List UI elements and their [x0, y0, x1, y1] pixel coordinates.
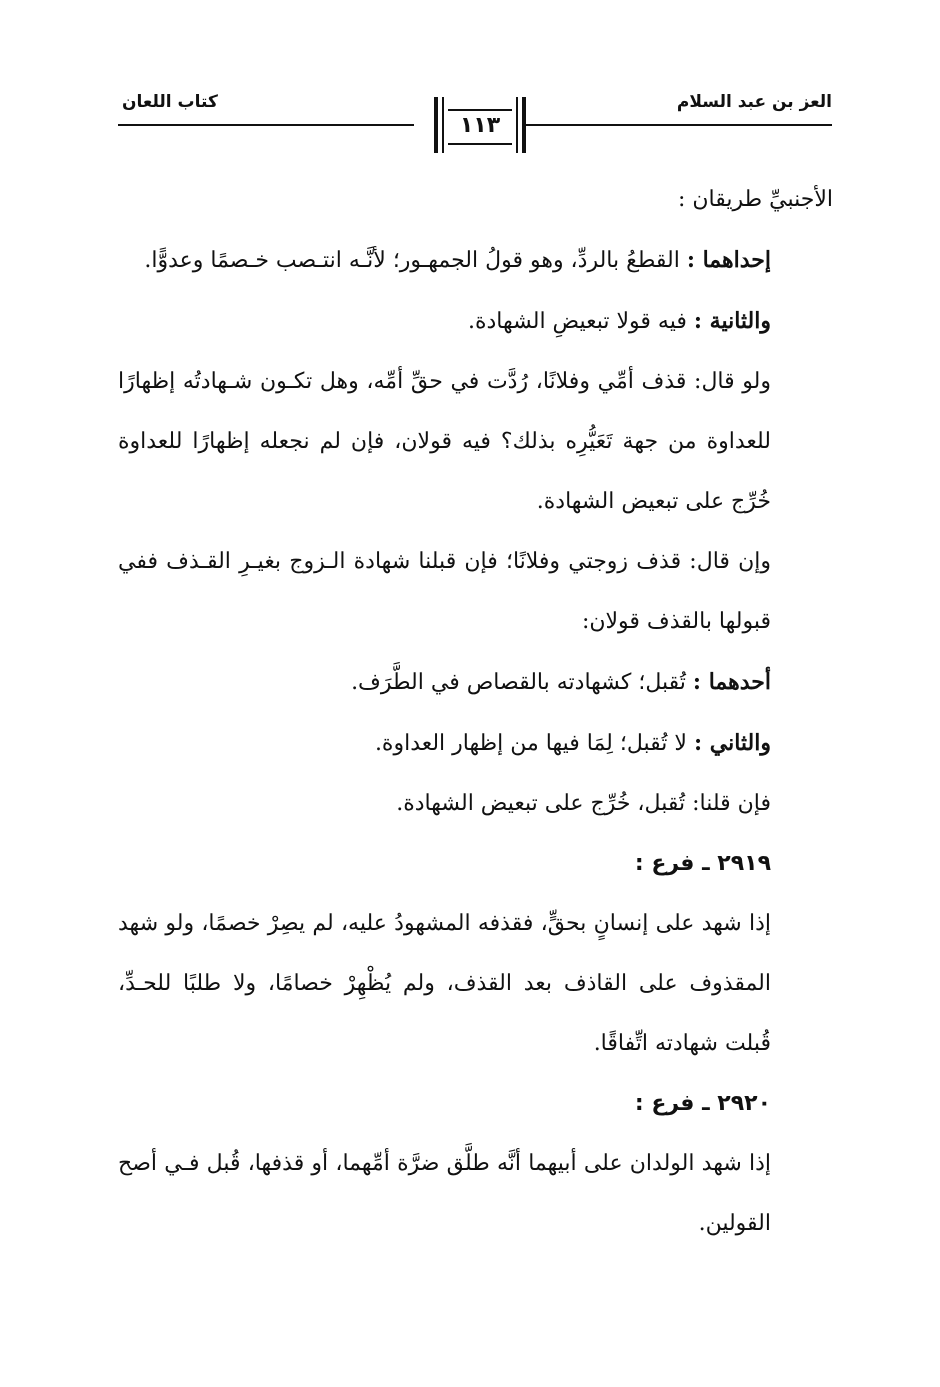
paragraph	[118, 713, 833, 774]
paragraph	[118, 291, 833, 352]
paragraph-text: لا تُقبل؛ لِمَا فيها من إظهار العداوة.	[374, 731, 694, 756]
paragraph: فإن قلنا: تُقبل، خُرِّج على تبعيض الشهادة.	[396, 791, 771, 816]
paragraph-lead: والثانية :	[693, 308, 771, 334]
paragraph-text: فيه قولا تبعيضِ الشهادة.	[467, 309, 694, 334]
paragraph-lead: أحدهما :	[692, 669, 771, 695]
section-heading: ٢٩٢٠ ـ فرع :	[634, 1091, 771, 1116]
page-body	[118, 170, 833, 1254]
header-rule-right	[522, 124, 832, 126]
header-rule-left	[118, 124, 414, 126]
page-number: ١١٣	[459, 113, 501, 138]
section-heading: ٢٩١٩ ـ فرع :	[634, 851, 771, 876]
paragraph-text: تُقبل؛ كشهادته بالقصاص في الطَّرَف.	[351, 670, 693, 695]
paragraph: وإن قال: قذف زوجتي وفلانًا؛ فإن قبلنا شهادة الـزوج بغيـرِ القـذف ففي قبولها بالقذف قولان:	[118, 549, 771, 634]
paragraph: إذا شهد على إنسانٍ بحقٍّ، فقذفه المشهودُ عليه، لم يصِرْ خصمًا، ولو شهد المقذوف على القاذف بعد القذف، ولم يُظْهِرْ خصامًا، ولا طلبًا للحـدِّ، قُبلت شهادته اتِّفاقًا.	[118, 911, 771, 1056]
paragraph	[118, 652, 833, 713]
paragraph: إذا شهد الولدان على أبيهما أنَّه طلَّق ضرَّة أمِّهما، أو قذفها، قُبل فـي أصح القولين.	[118, 1151, 771, 1236]
page-number-frame	[434, 97, 526, 153]
running-header-author: العز بن عبد السلام	[676, 92, 832, 112]
paragraph: ولو قال: قذف أمِّي وفلانًا، رُدَّت في حقِّ أمِّه، وهل تكـون شـهادتُه إظهارًا للعداوة من جهة تَعَيُّرِه بذلك؟ فيه قولان، فإن لم نجعله إظهارًا للعداوة خُرِّج على تبعيض الشهادة.	[118, 369, 771, 514]
paragraph-lead: إحداهما :	[686, 247, 771, 273]
paragraph-text: القطعُ بالردِّ، وهو قولُ الجمهـور؛ لأنَّـه انتـصب خـصمًا وعدوًّا.	[144, 248, 687, 273]
running-header-chapter: كتاب اللعان	[122, 92, 218, 112]
paragraph	[118, 230, 833, 291]
paragraph: الأجنبيِّ طريقان :	[677, 187, 833, 212]
paragraph-lead: والثاني :	[693, 730, 771, 756]
